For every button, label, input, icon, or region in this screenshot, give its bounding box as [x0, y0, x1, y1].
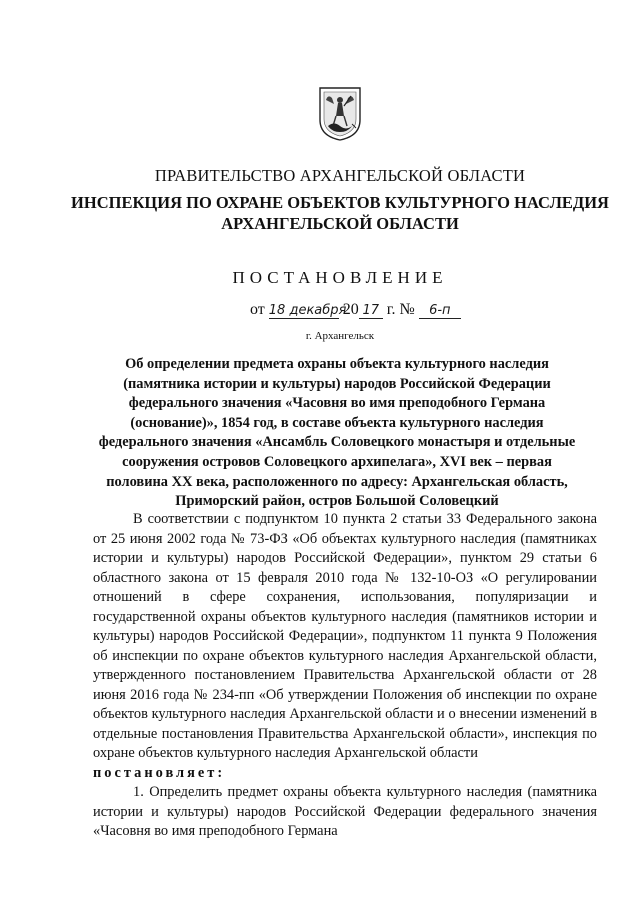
year-prefix: 20: [342, 301, 359, 318]
inspection-name-line: АРХАНГЕЛЬСКОЙ ОБЛАСТИ: [221, 214, 459, 233]
decree-year-handwritten: 17: [359, 303, 383, 319]
number-label: №: [399, 301, 415, 318]
title-line: половина XX века, расположенного по адресу: Архангельская область,: [106, 473, 568, 490]
decree-date-line: [250, 301, 461, 319]
decree-title: [95, 355, 579, 512]
title-line: (памятника истории и культуры) народов Российской Федерации: [123, 375, 551, 392]
title-line: сооружения островов Соловецкого архипелага», XVI век – первая: [122, 453, 552, 470]
decree-number-handwritten: 6-п: [419, 303, 461, 319]
coat-of-arms-icon: [318, 86, 362, 142]
inspection-name: [60, 192, 620, 234]
inspection-name-line: ИНСПЕКЦИЯ ПО ОХРАНЕ ОБЪЕКТОВ КУЛЬТУРНОГО НАСЛЕДИЯ: [71, 193, 609, 212]
title-line: Об определении предмета охраны объекта культурного наследия: [125, 356, 549, 372]
date-prefix: от: [250, 301, 265, 318]
title-line: Приморский район, остров Большой Соловецкий: [175, 493, 499, 510]
decree-date-handwritten: 18 декабря: [268, 303, 347, 318]
document-type: ПОСТАНОВЛЕНИЕ: [232, 268, 448, 287]
title-line: федерального значения «Ансамбль Соловецкого монастыря и отдельные: [98, 434, 576, 451]
item-1-paragraph: 1. Определить предмет охраны объекта культурного наследия (памятника истории и культуры) народов Российской Федерации федерального значения «Часовня во имя преподобного Германа: [93, 784, 597, 839]
title-line: (основание)», 1854 год, в составе объекта культурного наследия: [130, 414, 544, 431]
title-line: федерального значения «Часовня во имя преподобного Германа: [128, 395, 546, 412]
government-name: ПРАВИТЕЛЬСТВО АРХАНГЕЛЬСКОЙ ОБЛАСТИ: [154, 166, 526, 185]
preamble-paragraph: В соответствии с подпунктом 10 пункта 2 статьи 33 Федерального закона от 25 июня 2002 года № 73-ФЗ «Об объектах культурного наследия (памятниках истории и культуры) народов Российской Федерации», пунктом 29 статьи 6 областного закона от 15 февраля 2010 года № 132-10-ОЗ «О регулировании отношений в сфере сохранения, использования, популяризации и государственной охраны объектов культурного наследия (памятников истории и культуры) народов Российской Федерации», подпунктом 11 пункта 9 Положения об инспекции по охране объектов культурного наследия Архангельской области, утвержденного постановлением Правительства Архангельской области от 28 июня 2016 года № 234-пп «Об утверждении Положения об инспекции по охране объектов культурного наследия Архангельской области и о внесении изменений в отдельные постановления Правительства Архангельской области», инспекция по охране объектов культурного наследия Архангельской области: [93, 511, 597, 761]
decree-body: [93, 510, 597, 842]
resolves-label: постановляет:: [93, 764, 226, 781]
city-label: г. Архангельск: [305, 330, 375, 342]
year-label: г.: [386, 301, 396, 318]
